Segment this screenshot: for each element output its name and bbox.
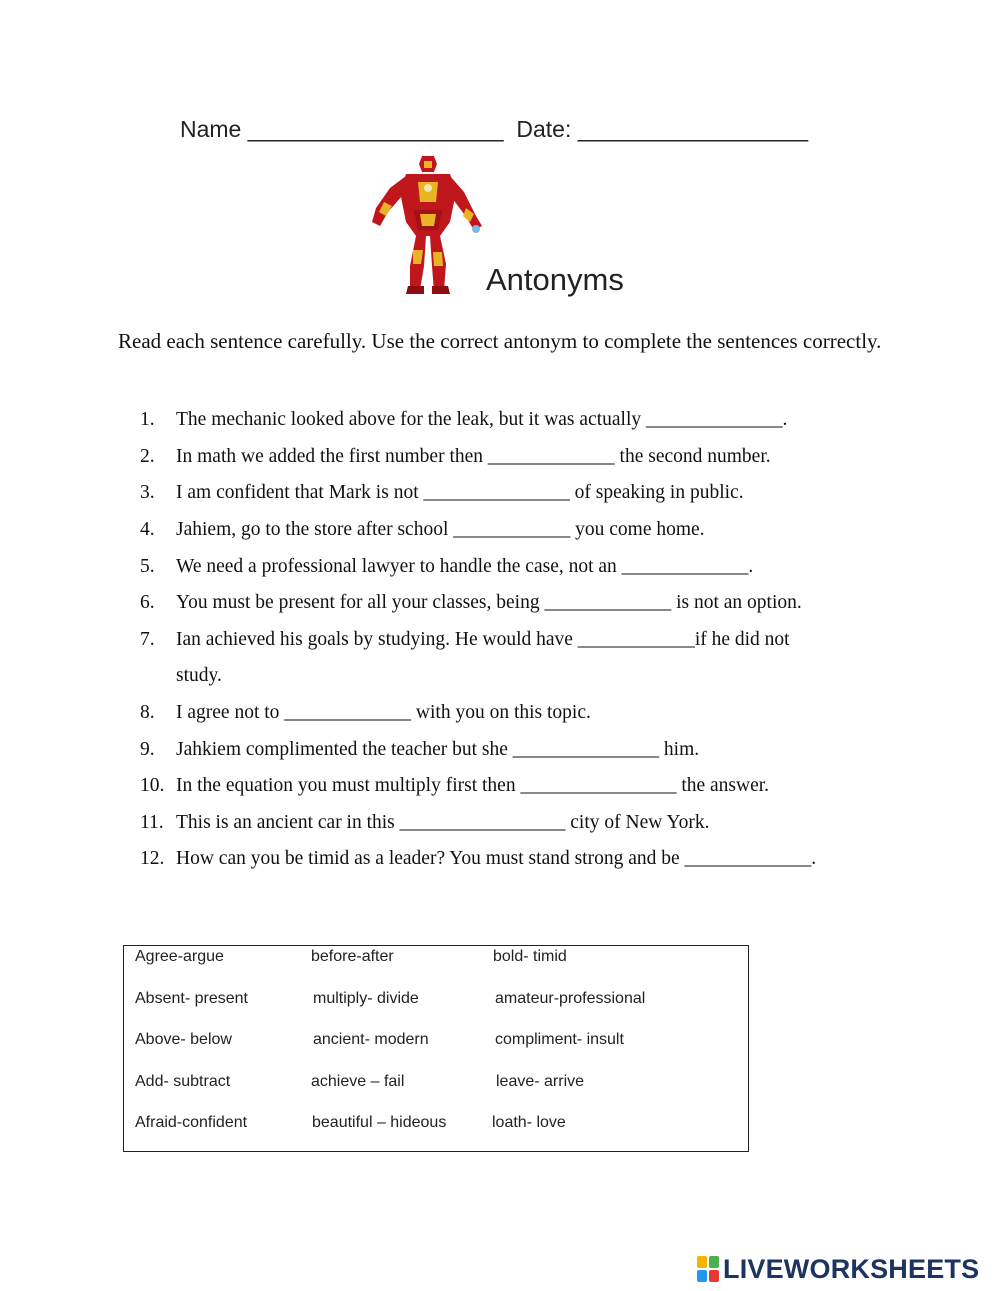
question-text: In math we added the first number then _____________ the second number.: [176, 445, 771, 467]
word-pair: leave- arrive: [496, 1073, 585, 1090]
question-number: 4.: [140, 519, 155, 541]
question-item[interactable]: [140, 805, 900, 842]
instructions-text: Read each sentence carefully. Use the correct antonym to complete the sentences correctly.: [118, 329, 882, 353]
question-item[interactable]: [140, 768, 900, 805]
question-number: 11.: [140, 811, 164, 833]
question-number: 1.: [140, 409, 155, 431]
question-number: 12.: [140, 848, 165, 870]
question-number: 10.: [140, 775, 165, 797]
word-pair: ancient- modern: [313, 1031, 429, 1048]
logo-text: LIVEWORKSHEETS: [723, 1253, 980, 1284]
word-pair: Agree-argue: [135, 948, 224, 965]
question-item[interactable]: [140, 622, 900, 695]
logo-blocks-icon: [697, 1256, 719, 1282]
word-pair: Absent- present: [135, 990, 248, 1007]
date-blank[interactable]: __________________: [577, 116, 808, 142]
question-item[interactable]: [140, 841, 900, 878]
question-item[interactable]: [140, 731, 900, 768]
logo-block-i: [709, 1256, 719, 1268]
question-item[interactable]: [140, 548, 900, 585]
question-number: 5.: [140, 555, 155, 577]
question-item[interactable]: [140, 475, 900, 512]
logo-block-l: [697, 1256, 707, 1268]
question-text-continued: study.: [176, 665, 222, 687]
word-pair: achieve – fail: [311, 1073, 405, 1090]
logo-block-e: [709, 1270, 719, 1282]
question-item[interactable]: [140, 402, 900, 439]
question-text: Jahkiem complimented the teacher but she _______________ him.: [176, 738, 700, 760]
name-label: Name: [180, 116, 242, 142]
word-pair: multiply- divide: [313, 990, 419, 1007]
question-item[interactable]: [140, 695, 900, 732]
word-bank-box: [123, 945, 749, 1152]
question-item[interactable]: [140, 512, 900, 549]
word-pair: Add- subtract: [135, 1073, 231, 1090]
name-date-line: [180, 116, 808, 143]
word-pair: compliment- insult: [495, 1031, 624, 1048]
question-text: How can you be timid as a leader? You must stand strong and be _____________.: [176, 848, 817, 870]
worksheet-title: Antonyms: [486, 262, 624, 297]
question-text: This is an ancient car in this _________________ city of New York.: [176, 811, 710, 833]
question-text: I agree not to _____________ with you on this topic.: [176, 702, 591, 724]
question-text: Jahiem, go to the store after school ____________ you come home.: [176, 519, 705, 541]
armored-hero-illustration: [366, 152, 488, 296]
word-pair: Afraid-confident: [135, 1114, 248, 1131]
question-text: We need a professional lawyer to handle the case, not an _____________.: [176, 555, 754, 577]
question-text: I am confident that Mark is not _______________ of speaking in public.: [176, 482, 744, 504]
liveworksheets-logo[interactable]: [697, 1253, 979, 1285]
word-pair: Above- below: [135, 1031, 232, 1048]
question-list: [140, 402, 900, 878]
word-pair: beautiful – hideous: [312, 1114, 447, 1131]
question-text: The mechanic looked above for the leak, but it was actually ______________.: [176, 409, 788, 431]
question-text: In the equation you must multiply first then ________________ the answer.: [176, 775, 770, 797]
date-label: Date:: [516, 116, 572, 142]
logo-block-v: [697, 1270, 707, 1282]
question-number: 3.: [140, 482, 155, 504]
word-pair: loath- love: [492, 1114, 566, 1131]
question-item[interactable]: [140, 585, 900, 622]
question-number: 9.: [140, 738, 155, 760]
word-pair: amateur-professional: [495, 990, 646, 1007]
question-number: 7.: [140, 628, 155, 650]
word-pair: bold- timid: [493, 948, 567, 965]
question-number: 8.: [140, 702, 155, 724]
name-blank[interactable]: ____________________: [247, 116, 504, 142]
question-text: Ian achieved his goals by studying. He would have ____________if he did not: [176, 628, 790, 650]
question-number: 6.: [140, 592, 155, 614]
question-number: 2.: [140, 445, 155, 467]
word-pair: before-after: [311, 948, 394, 965]
question-text: You must be present for all your classes, being _____________ is not an option.: [176, 592, 802, 614]
question-item[interactable]: [140, 439, 900, 476]
